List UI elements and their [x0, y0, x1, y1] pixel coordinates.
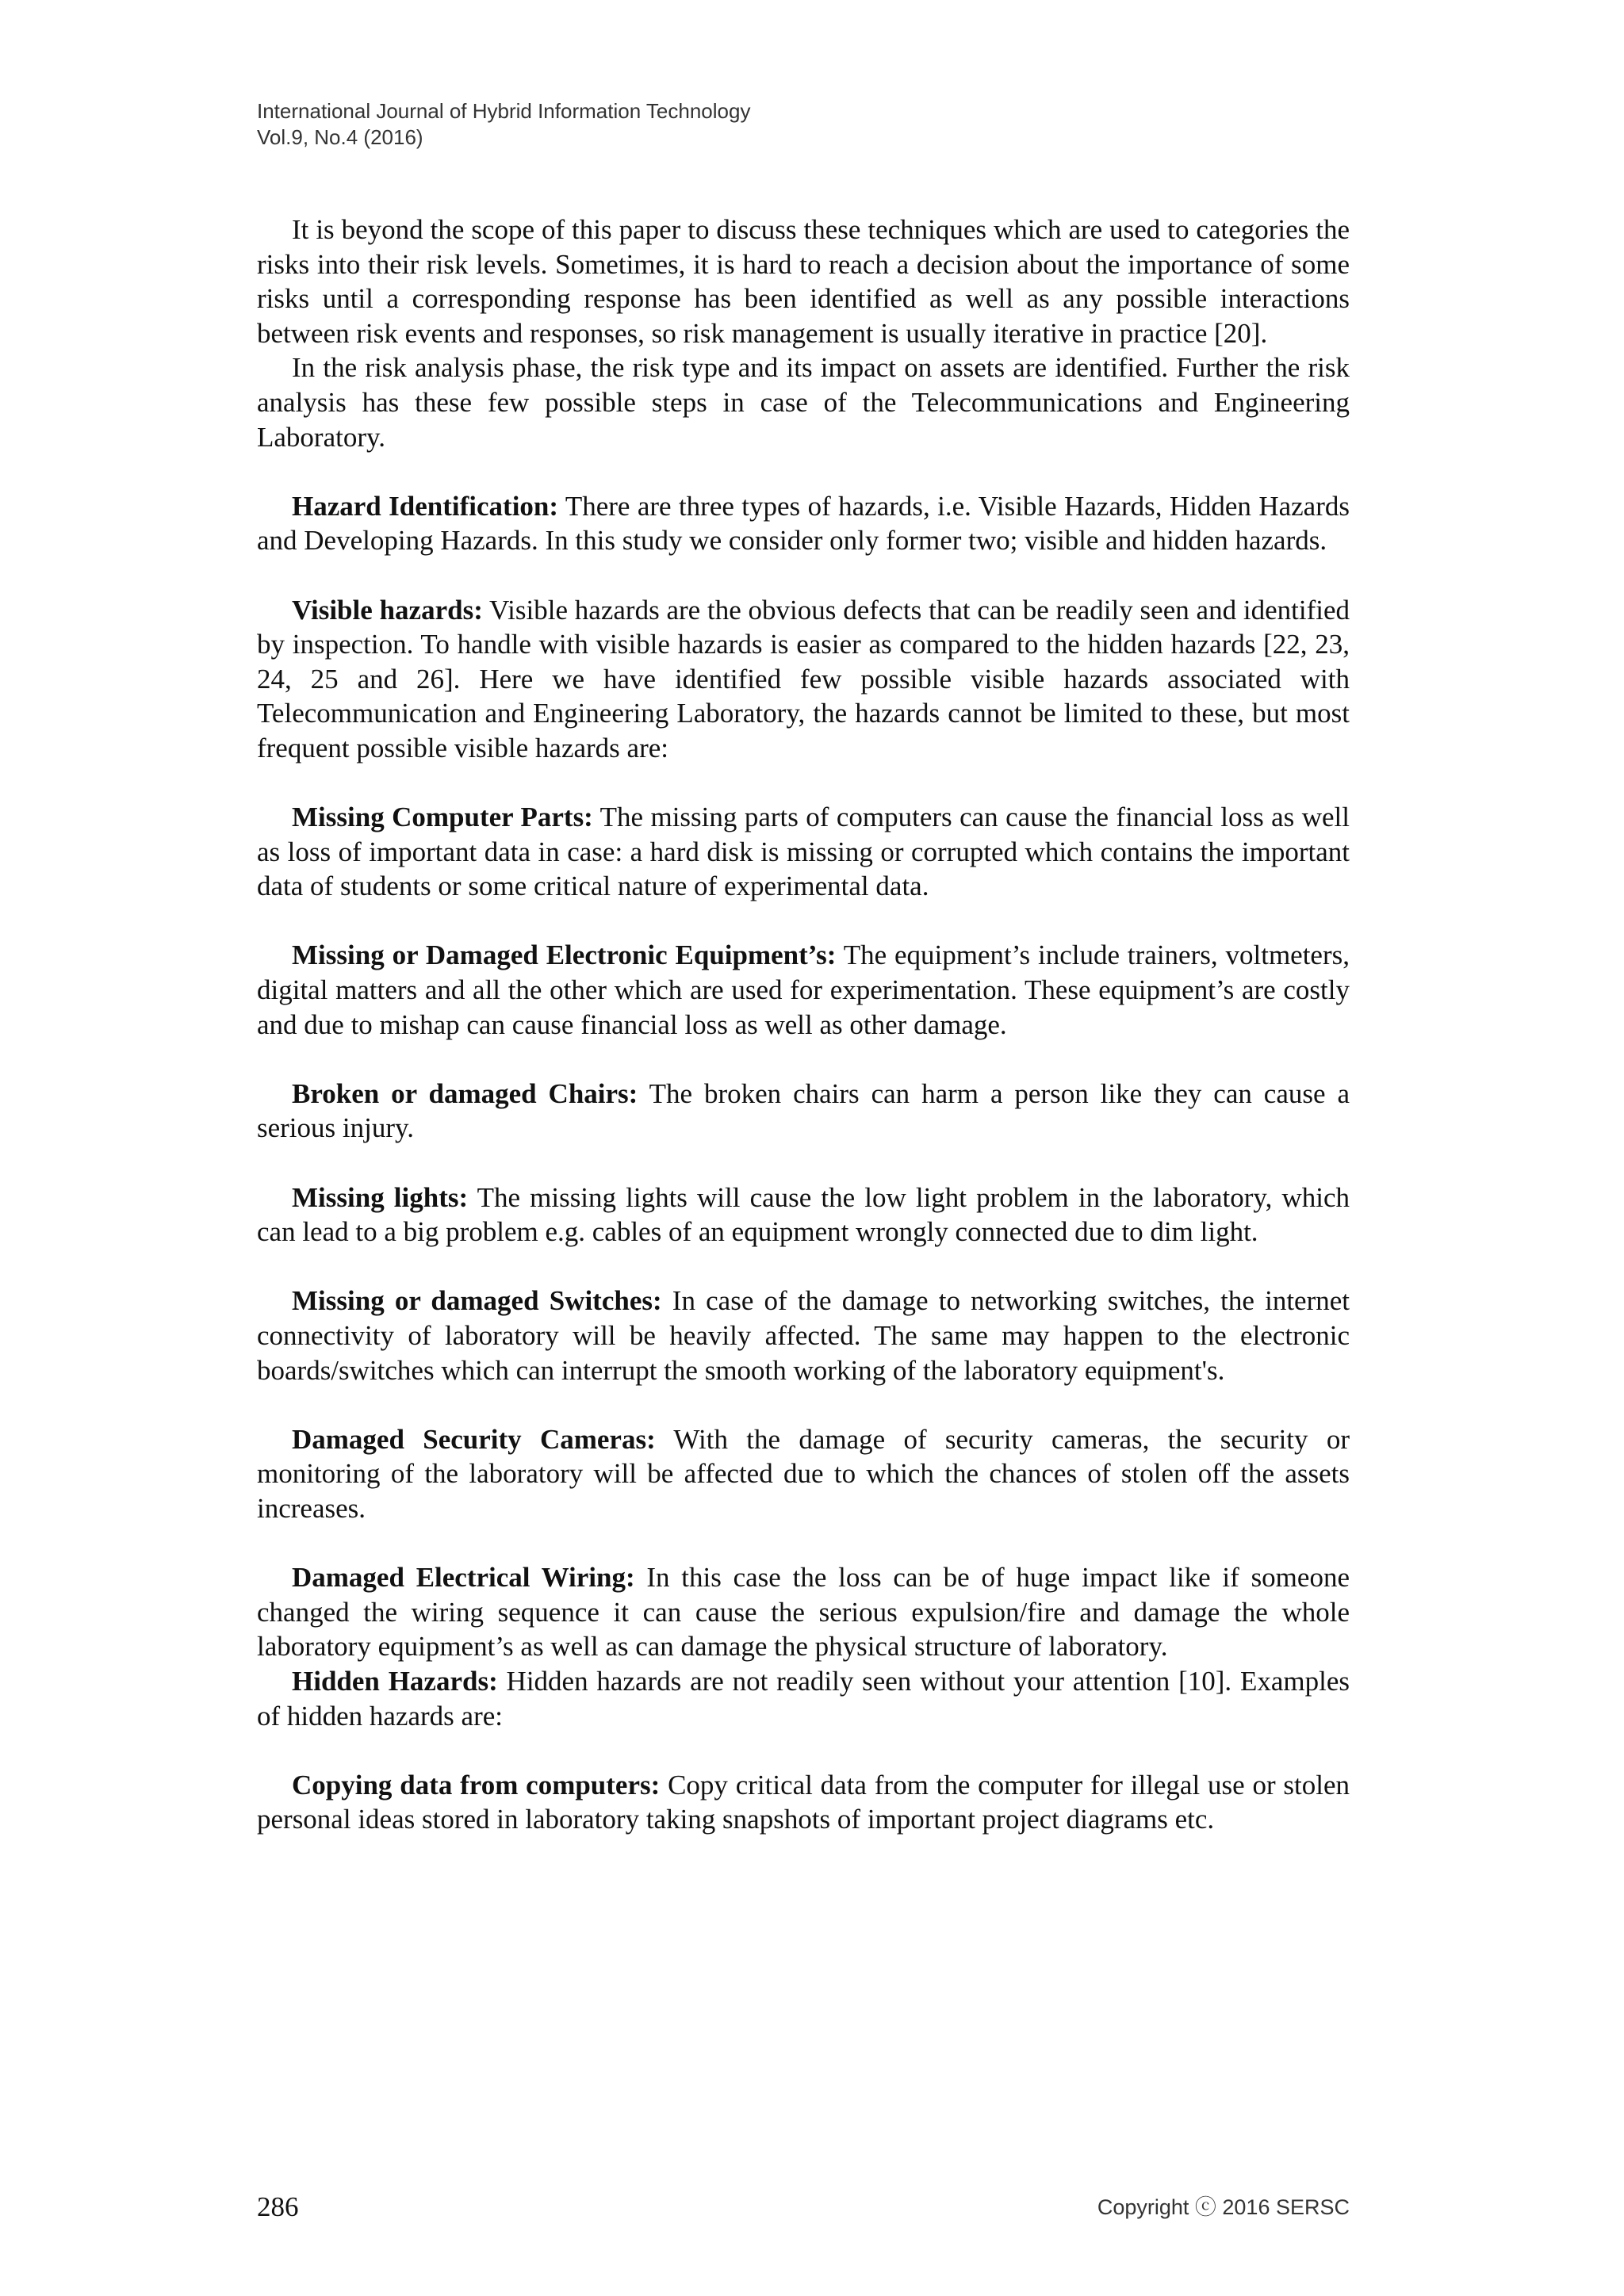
paragraph-broken-chairs [257, 1077, 1350, 1146]
paragraph-text: With the damage of security cameras, the security or monitoring of the laboratory will be affected due to which the chances of stolen off the assets increases. [257, 1423, 1350, 1524]
paragraph-electronic-equipment [257, 938, 1350, 1042]
paragraph-risk-analysis [257, 350, 1350, 454]
paragraph-text: It is beyond the scope of this paper to discuss these techniques which are used to categories the risks into their risk levels. Sometimes, it is hard to reach a decision about the importance of some risks until a corresponding response has been identified as well as any possible interactions between risk events and responses, so risk management is usually iterative in practice [20]. [257, 214, 1350, 349]
paragraph-copying-data [257, 1768, 1350, 1837]
paragraph-text: The broken chairs can harm a person like they can cause a serious injury. [257, 1077, 1350, 1144]
paragraph-heading: Broken or damaged Chairs: [292, 1077, 638, 1109]
paragraph-heading: Hazard Identification: [292, 490, 559, 522]
paragraph-text: Hidden hazards are not readily seen without your attention [10]. Examples of hidden hazards are: [257, 1665, 1350, 1732]
paragraph-text: The missing parts of computers can cause the financial loss as well as loss of important data in case: a hard disk is missing or corrupted which contains the important data of students or some critical nature of experimental data. [257, 802, 1350, 902]
running-header [257, 98, 750, 151]
copyright-notice: Copyright ⓒ 2016 SERSC [1097, 2195, 1350, 2219]
paragraph-heading: Damaged Electrical Wiring: [292, 1562, 635, 1594]
paragraph-text: Copy critical data from the computer for illegal use or stolen personal ideas stored in laboratory taking snapshots of important project diagrams etc. [257, 1769, 1350, 1835]
paragraph-text: In the risk analysis phase, the risk type and its impact on assets are identified. Further the risk analysis has these few possible steps in case of the Telecommunications and Engineering Laboratory. [257, 352, 1350, 453]
paragraph-text: Visible hazards are the obvious defects that can be readily seen and identified by inspection. To handle with visible hazards is easier as compared to the hidden hazards [22, 23, 24, 25 and 26]. Here we have identified few possible visible hazards associated with Telecommunication and Engineering Laboratory, the hazards cannot be limited to these, but most frequent possible visible hazards are: [257, 594, 1350, 763]
paragraph-heading: Missing or damaged Switches: [292, 1285, 662, 1317]
paragraph-missing-computer-parts [257, 800, 1350, 904]
paragraph-heading: Missing or Damaged Electronic Equipment’s: [292, 939, 837, 971]
paragraph-heading: Missing lights: [292, 1181, 469, 1213]
paragraph-missing-lights [257, 1181, 1350, 1249]
paragraph-heading: Missing Computer Parts: [292, 802, 593, 833]
page-number: 286 [257, 2191, 299, 2222]
paragraph-scope [257, 212, 1350, 350]
paragraph-visible-hazards [257, 593, 1350, 766]
paragraph-text: The equipment’s include trainers, voltmeters, digital matters and all the other which are used for experimentation. These equipment’s are costly and due to mishap can cause financial loss as well as other damage. [257, 939, 1350, 1040]
paragraph-text: There are three types of hazards, i.e. Visible Hazards, Hidden Hazards and Developing Hazards. In this study we consider only former two; visible and hidden hazards. [257, 490, 1350, 557]
body-text [257, 212, 1350, 1837]
paragraph-text: The missing lights will cause the low light problem in the laboratory, which can lead to a big problem e.g. cables of an equipment wrongly connected due to dim light. [257, 1181, 1350, 1248]
paragraph-heading: Damaged Security Cameras: [292, 1423, 656, 1455]
paragraph-hazard-identification [257, 489, 1350, 558]
journal-volume: Vol.9, No.4 (2016) [257, 125, 423, 149]
paragraph-security-cameras [257, 1422, 1350, 1526]
paragraph-damaged-switches [257, 1284, 1350, 1387]
paragraph-heading: Visible hazards: [292, 594, 483, 626]
paragraph-heading: Copying data from computers: [292, 1769, 661, 1800]
paragraph-text: In case of the damage to networking switches, the internet connectivity of laboratory will be heavily affected. The same may happen to the electronic boards/switches which can interrupt the smooth working of the laboratory equipment's. [257, 1285, 1350, 1386]
paragraph-electrical-wiring [257, 1560, 1350, 1664]
paragraph-heading: Hidden Hazards: [292, 1665, 498, 1697]
journal-name: International Journal of Hybrid Information Technology [257, 99, 751, 123]
paragraph-text: In this case the loss can be of huge impact like if someone changed the wiring sequence it can cause the serious expulsion/fire and damage the whole laboratory equipment’s as well as can damage the physical structure of laboratory. [257, 1562, 1350, 1663]
paragraph-hidden-hazards [257, 1664, 1350, 1733]
